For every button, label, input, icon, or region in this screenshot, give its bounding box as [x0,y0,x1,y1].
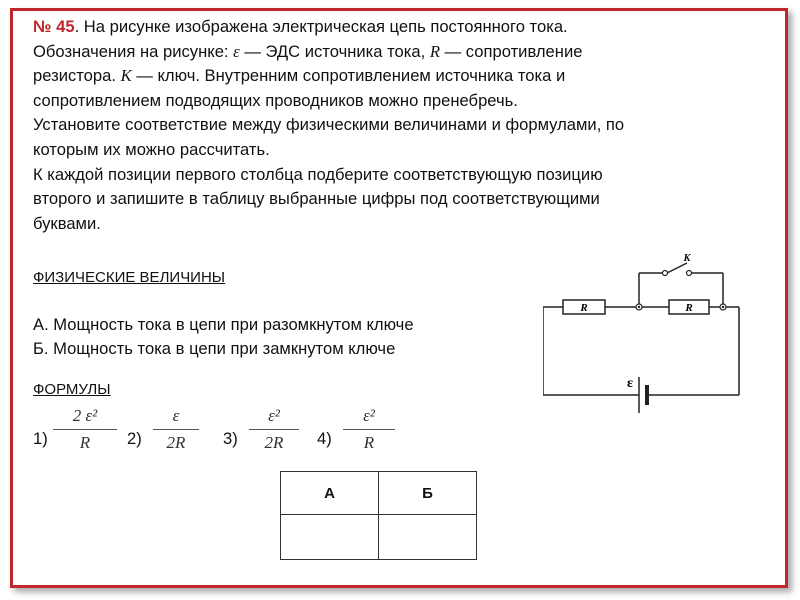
problem-number: № 45 [33,17,75,36]
formula-3-label: 3) [223,429,238,448]
formula-2-denominator: 2R [166,433,186,452]
statement-line-7: К каждой позиции первого столбца подберите соответствующую позицию [33,164,603,184]
key-label: K [683,253,691,264]
formula-3 [249,405,299,454]
answer-table-header-row [281,472,477,515]
answer-cell-b[interactable] [379,515,477,560]
quantity-b: Б. Мощность тока в цепи при замкнутом ключе [33,339,396,358]
resistor-1-label: R [580,302,588,314]
fraction-bar [153,429,199,430]
answer-table-input-row [281,515,477,560]
formula-2 [153,405,199,454]
fraction-bar [249,429,299,430]
resistor-2-label: R [685,302,693,314]
formula-2-label: 2) [127,429,142,448]
statement-line-1: № 45. На рисунке изображена электрическая цепь постоянного тока. [33,17,568,36]
formula-1-denominator: R [79,433,91,452]
quantity-a: А. Мощность тока в цепи при разомкнутом ключе [33,315,414,334]
fraction-bar [343,429,395,430]
statement-line-2: Обозначения на рисунке: ε — ЭДС источника тока, R — сопротивление [33,41,583,61]
statement-line-5: Установите соответствие между физическими величинами и формулами, по [33,115,625,135]
formula-1 [53,405,117,454]
statement-line-3: резистора. K — ключ. Внутренним сопротивлением источника тока и [33,66,566,86]
statement-line-9: буквами. [33,213,101,233]
key-contact [687,271,692,276]
formula-3-denominator: 2R [264,433,284,452]
answer-col-b-header: Б [379,472,477,515]
fraction-bar [53,429,117,430]
quantities-heading: ФИЗИЧЕСКИЕ ВЕЛИЧИНЫ [33,269,226,286]
circuit-diagram [543,247,763,417]
slide-frame [10,8,788,588]
junction-node [722,306,724,308]
formula-4-label: 4) [317,429,332,448]
answer-table [280,471,477,560]
formula-1-numerator: 2 ε² [72,406,98,425]
resistance-symbol: R [429,41,440,61]
formula-4 [343,405,395,454]
statement-line-6: которым их можно рассчитать. [33,139,270,159]
answer-col-a-header: А [281,472,379,515]
formulas-heading: ФОРМУЛЫ [33,381,111,398]
emf-symbol: ε [233,41,240,61]
answer-cell-a[interactable] [281,515,379,560]
statement-line-4: сопротивлением подводящих проводников можно пренебречь. [33,90,518,110]
formula-4-denominator: R [363,433,375,452]
formula-1-label: 1) [33,429,48,448]
key-symbol: K [120,66,132,86]
key-contact [663,271,668,276]
source-label: ε [627,376,633,391]
statement-line-8: второго и запишите в таблицу выбранные цифры под соответствующими [33,189,600,209]
formula-3-numerator: ε² [268,406,280,425]
formula-2-numerator: ε [172,406,180,425]
problem-statement [33,15,773,236]
junction-node [638,306,640,308]
formula-4-numerator: ε² [363,406,375,425]
key-lever [667,263,687,273]
